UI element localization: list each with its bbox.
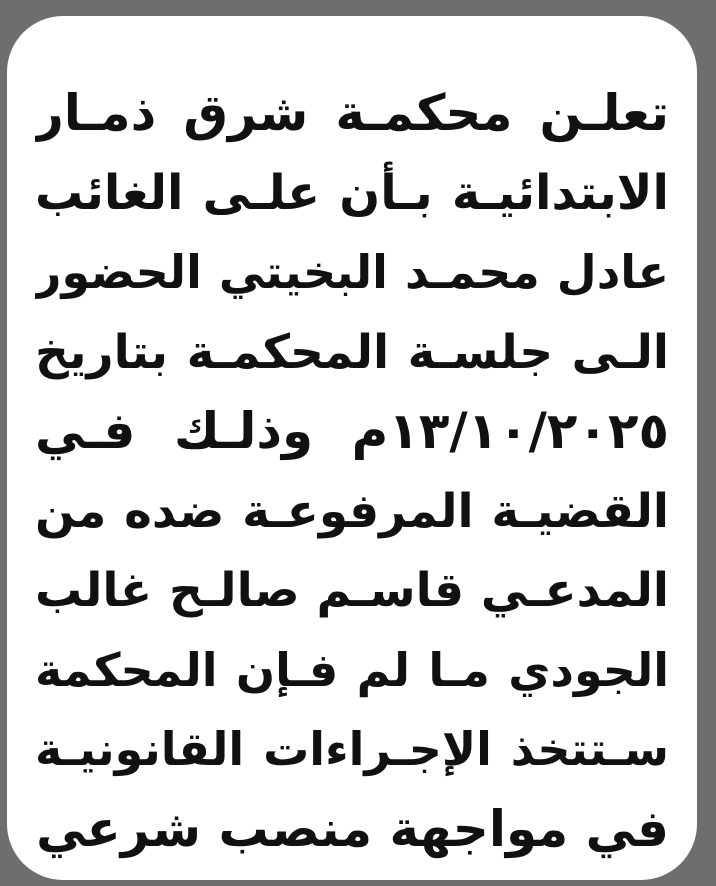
notice-card [7,16,697,880]
notice-line-4: الـى جلسـة المحكمـة بتاريخ [35,324,669,380]
notice-text [35,74,669,869]
notice-line-9: سـتتخذ الإجـراءات القانونيـة [35,722,669,776]
notice-line-8: الجودي مـا لم فـإن المحكمة [35,642,669,697]
notice-line-7: المدعـي قاسـم صالـح غالب [35,563,669,618]
notice-line-6: القضيـة المرفوعـة ضده من [35,483,669,539]
notice-line-2: الابتدائيـة بـأن علـى الغائب [35,164,669,221]
notice-line-10: في مواجهة منصب شرعي [36,799,669,858]
notice-line-3: عادل محمـد البخيتي الحضور [35,245,669,299]
notice-line-5: ١٣/١٠/٢٠٢٥م وذلـك فـي [35,402,669,460]
notice-line-1: تعلـن محكمـة شرق ذمـار [35,84,669,142]
